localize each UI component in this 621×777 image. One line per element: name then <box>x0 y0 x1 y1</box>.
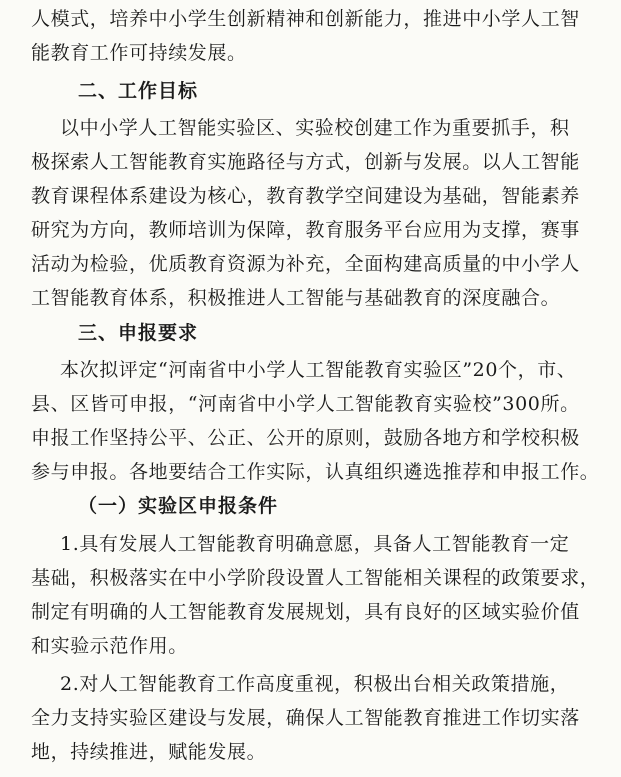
text-line: 本次拟评定“河南省中小学人工智能教育实验区”20个，市、 <box>60 359 577 381</box>
text-line: 申报工作坚持公平、公正、公开的原则，鼓励各地方和学校积极 <box>31 427 580 449</box>
text-line: 能教育工作可持续发展。 <box>31 42 247 64</box>
text-line: 1.具有发展人工智能教育明确意愿，具备人工智能教育一定 <box>60 533 570 555</box>
text-line: 参与申报。各地要结合工作实际，认真组织遴选推荐和申报工作。 <box>31 461 600 483</box>
text-line: 研究为方向，教师培训为保障，教育服务平台应用为支撑，赛事 <box>31 219 580 241</box>
subsection-heading-pilot-zone-conditions: （一）实验区申报条件 <box>78 495 279 517</box>
text-line: 全力支持实验区建设与发展，确保人工智能教育推进工作切实落 <box>31 707 580 729</box>
text-line: 工智能教育体系，积极推进人工智能与基础教育的深度融合。 <box>31 287 561 309</box>
text-line: 基础，积极落实在中小学阶段设置人工智能相关课程的政策要求， <box>31 567 600 589</box>
section-heading-requirements: 三、申报要求 <box>78 322 199 344</box>
section-heading-goals: 二、工作目标 <box>78 80 199 102</box>
text-line: 极探索人工智能教育实施路径与方式，创新与发展。以人工智能 <box>31 151 580 173</box>
text-line: 教育课程体系建设为核心，教育教学空间建设为基础，智能素养 <box>31 185 580 207</box>
text-line: 以中小学人工智能实验区、实验校创建工作为重要抓手，积 <box>60 117 570 139</box>
text-line: 活动为检验，优质教育资源为补充，全面构建高质量的中小学人 <box>31 253 580 275</box>
text-line: 地，持续推进，赋能发展。 <box>31 741 267 763</box>
text-line: 人模式，培养中小学生创新精神和创新能力，推进中小学人工智 <box>31 8 580 30</box>
text-line: 2.对人工智能教育工作高度重视，积极出台相关政策措施， <box>60 673 570 695</box>
text-line: 和实验示范作用。 <box>31 635 188 657</box>
text-line: 县、区皆可申报，“河南省中小学人工智能教育实验校”300所。 <box>31 393 580 415</box>
text-line: 制定有明确的人工智能教育发展规划，具有良好的区域实验价值 <box>31 601 580 623</box>
